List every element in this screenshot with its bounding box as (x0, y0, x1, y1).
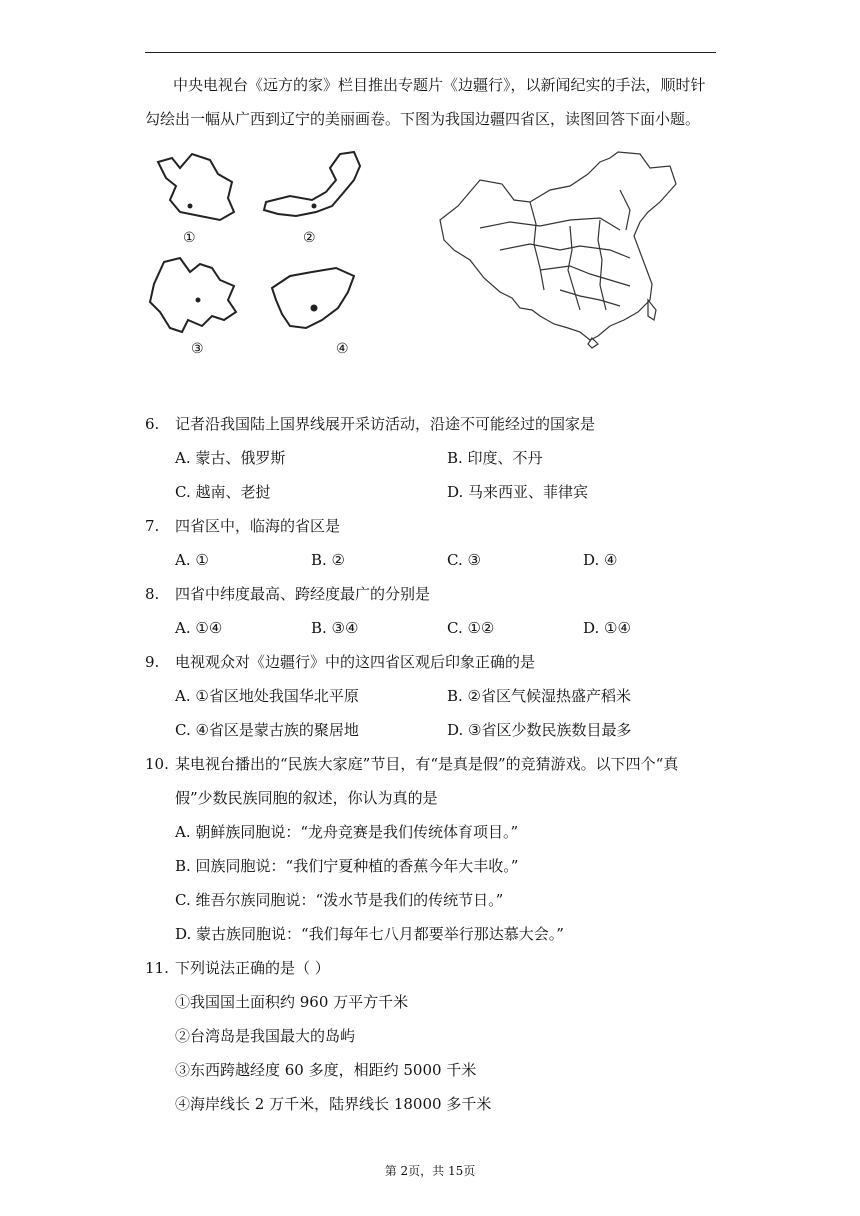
option-d[interactable]: D. ③省区少数民族数目最多 (447, 721, 632, 739)
statement-1: ①我国国土面积约 960 万平方千米 (175, 993, 409, 1011)
question-text-continued: 假”少数民族同胞的叙述，你认为真的是 (175, 789, 438, 807)
province-map-4 (272, 268, 354, 328)
capital-dot-1 (188, 204, 193, 209)
question-text: 记者沿我国陆上国界线展开采访活动，沿途不可能经过的国家是 (175, 415, 596, 433)
intro-paragraph: 中央电视台《远方的家》栏目推出专题片《边疆行》，以新闻纪实的手法，顺时针勾绘出一幅从广西到辽宁的美丽画卷。下图为我国边疆四省区，读图回答下面小题。 (145, 76, 706, 128)
question-text: 电视观众对《边疆行》中的这四省区观后印象正确的是 (175, 653, 536, 671)
option-b[interactable]: B. 印度、不丹 (447, 449, 543, 467)
question-text: 四省中纬度最高、跨经度最广的分别是 (175, 585, 431, 603)
question-number: 7. (145, 517, 160, 535)
question-8 (145, 584, 430, 604)
option-c[interactable]: C. 维吾尔族同胞说：“泼水节是我们的传统节日。” (175, 891, 504, 909)
option-d[interactable]: D. ④ (583, 551, 618, 569)
statement-2: ②台湾岛是我国最大的岛屿 (175, 1027, 356, 1045)
option-b[interactable]: B. ② (311, 551, 346, 569)
option-a[interactable]: A. 朝鲜族同胞说：“龙舟竞赛是我们传统体育项目。” (175, 823, 519, 841)
option-b[interactable]: B. ③④ (311, 619, 359, 637)
statement-3: ③东西跨越经度 60 多度，相距约 5000 千米 (175, 1061, 477, 1079)
option-c[interactable]: C. ③ (447, 551, 481, 569)
question-number: 6. (145, 415, 160, 433)
question-text: 某电视台播出的“民族大家庭”节目，有“是真是假”的竞猜游戏。以下四个“真 (175, 755, 679, 773)
option-d[interactable]: D. ①④ (583, 619, 631, 637)
question-number: 10. (145, 755, 169, 773)
map-label-1: ① (183, 230, 196, 246)
map-label-2: ② (303, 230, 316, 246)
capital-dot-2 (312, 204, 317, 209)
question-7 (145, 516, 340, 536)
header-rule (145, 52, 716, 53)
map-label-3: ③ (191, 341, 204, 357)
capital-dot-3 (196, 298, 201, 303)
option-a[interactable]: A. ①④ (175, 619, 223, 637)
province-maps-figure (140, 140, 700, 370)
question-number: 11. (145, 959, 169, 977)
province-map-3 (150, 258, 236, 332)
question-text: 四省区中，临海的省区是 (175, 517, 341, 535)
option-c[interactable]: C. 越南、老挝 (175, 483, 271, 501)
option-a[interactable]: A. ① (175, 551, 209, 569)
question-6 (145, 414, 595, 434)
question-text: 下列说法正确的是（ ） (175, 959, 330, 977)
option-c[interactable]: C. ④省区是蒙古族的聚居地 (175, 721, 359, 739)
option-a[interactable]: A. 蒙古、俄罗斯 (175, 449, 286, 467)
option-a[interactable]: A. ①省区地处我国华北平原 (175, 687, 359, 705)
question-number: 8. (145, 585, 160, 603)
option-d[interactable]: D. 蒙古族同胞说：“我们每年七八月都要举行那达慕大会。” (175, 925, 564, 943)
map-label-4: ④ (336, 341, 349, 357)
china-map (440, 152, 676, 348)
option-d[interactable]: D. 马来西亚、菲律宾 (447, 483, 589, 501)
statement-4: ④海岸线长 2 万千米，陆界线长 18000 多千米 (175, 1095, 492, 1113)
province-map-1 (158, 154, 234, 220)
page-footer: 第 2页，共 15页 (384, 1164, 476, 1178)
question-11 (145, 958, 330, 978)
question-10 (145, 754, 678, 774)
question-number: 9. (145, 653, 160, 671)
option-b[interactable]: B. ②省区气候湿热盛产稻米 (447, 687, 632, 705)
question-9 (145, 652, 535, 672)
option-b[interactable]: B. 回族同胞说：“我们宁夏种植的香蕉今年大丰收。” (175, 857, 519, 875)
option-c[interactable]: C. ①② (447, 619, 495, 637)
capital-dot-4 (311, 305, 318, 312)
